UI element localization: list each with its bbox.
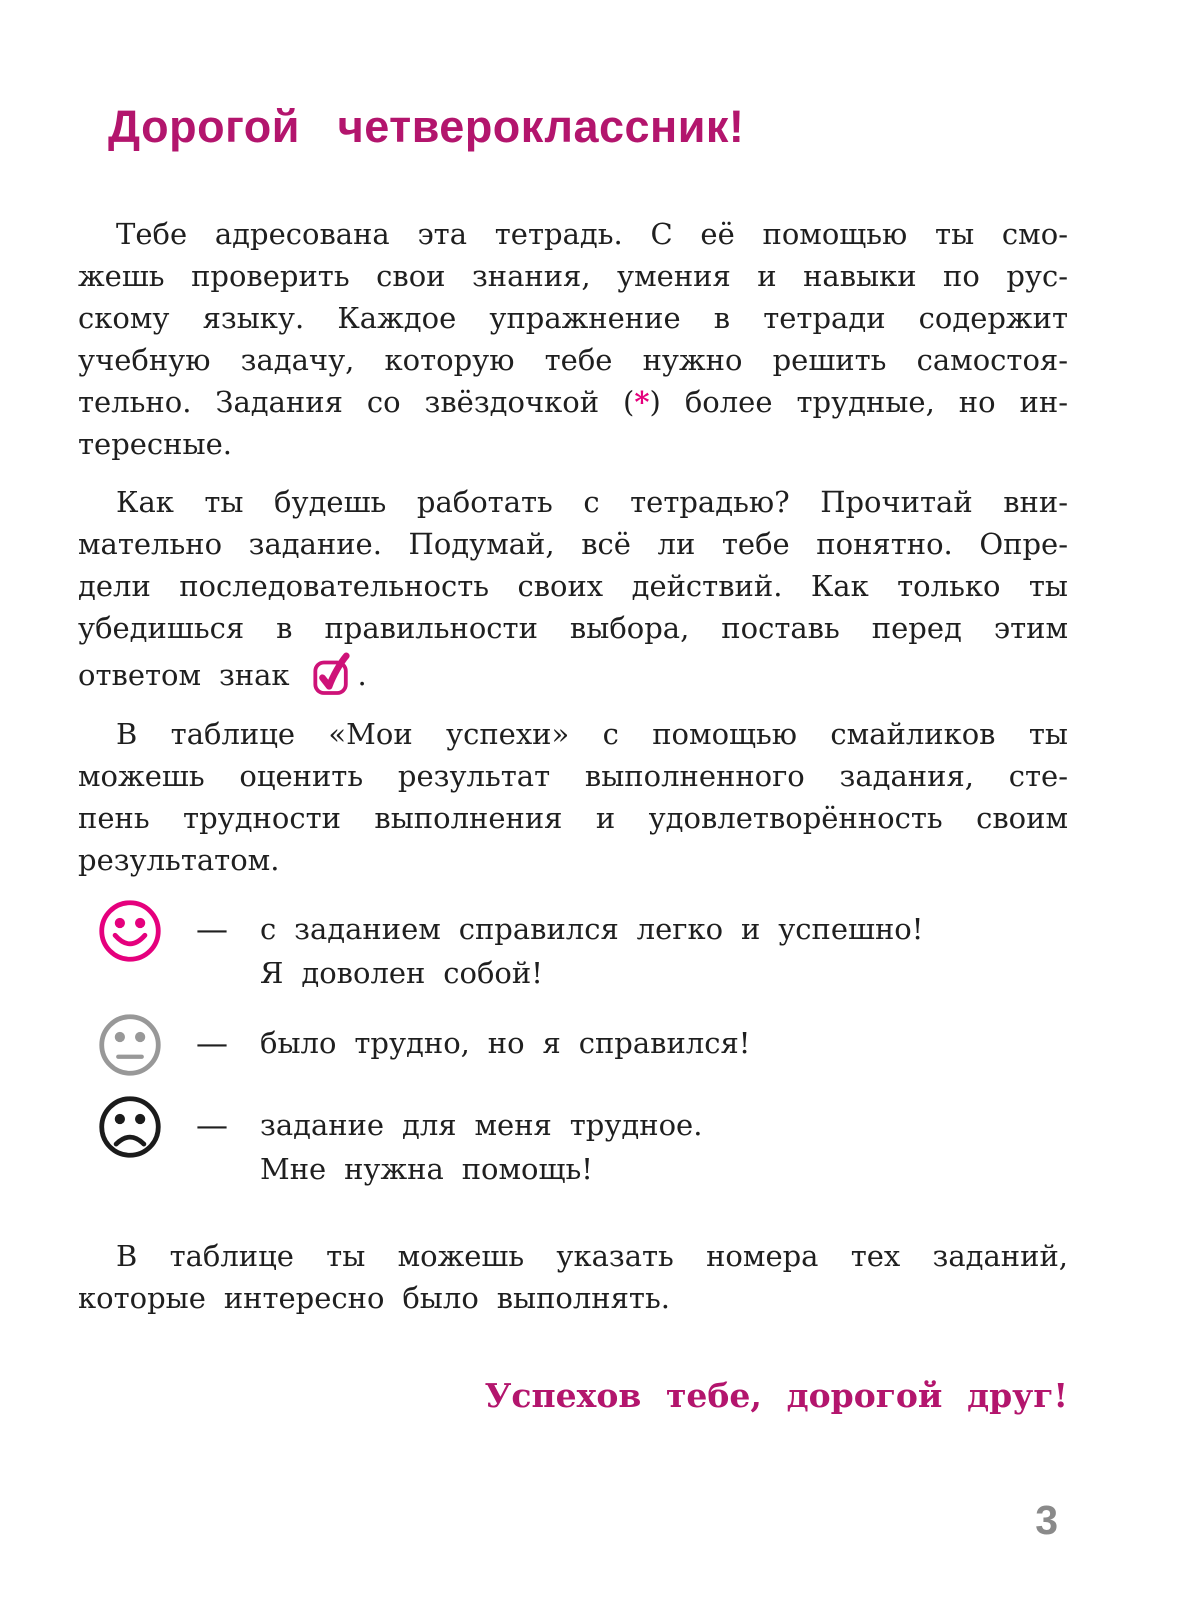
happy-smiley-icon bbox=[98, 899, 164, 963]
paragraph bbox=[78, 713, 1068, 881]
paragraph bbox=[78, 481, 1068, 697]
text-line: убедишься в правильности выбора, поставь перед этим bbox=[78, 611, 1068, 645]
text-line: можешь оценить результат выполненного задания, сте- bbox=[78, 759, 1068, 793]
legend-text-line: Мне нужна помощь! bbox=[260, 1152, 593, 1186]
legend-text bbox=[260, 1021, 750, 1065]
text-line: В таблице «Мои успехи» с помощью смайликов ты bbox=[116, 717, 1068, 751]
text-line: тельно. Задания со звёздочкой (*) более трудные, но ин- bbox=[78, 385, 1069, 419]
page-number: 3 bbox=[1035, 1497, 1058, 1543]
text-line: дели последовательность своих действий. Как только ты bbox=[78, 569, 1068, 603]
text-line: пень трудности выполнения и удовлетворённость своим bbox=[78, 801, 1068, 835]
closing-line: Успехов тебе, дорогой друг! bbox=[484, 1376, 1068, 1415]
page-title: Дорогой четвероклассник! bbox=[108, 101, 745, 152]
text-line: тересные. bbox=[78, 427, 232, 461]
asterisk-star-icon: * bbox=[634, 385, 650, 419]
text-line: ответом знак . bbox=[78, 649, 1068, 697]
legend-text-line: с заданием справился легко и успешно! bbox=[260, 912, 924, 946]
text-line: которые интересно было выполнять. bbox=[78, 1281, 670, 1315]
text-line: результатом. bbox=[78, 843, 280, 877]
legend-text bbox=[260, 907, 923, 995]
dash: — bbox=[196, 910, 228, 948]
legend-text-line: было трудно, но я справился! bbox=[260, 1026, 751, 1060]
paragraph-group-bottom bbox=[78, 1235, 1068, 1319]
dash: — bbox=[196, 1024, 228, 1062]
legend-item bbox=[78, 1021, 1068, 1077]
text-line: В таблице ты можешь указать номера тех заданий, bbox=[116, 1239, 1068, 1273]
legend-text-line: Я доволен собой! bbox=[260, 956, 543, 990]
legend-item bbox=[78, 1103, 1068, 1191]
sad-smiley-icon bbox=[98, 1095, 164, 1159]
text-line: учебную задачу, которую тебе нужно решить самостоя- bbox=[78, 343, 1068, 377]
body-text bbox=[78, 213, 1068, 1417]
paragraph bbox=[78, 1235, 1068, 1319]
smiley-legend bbox=[78, 907, 1068, 1191]
legend-item bbox=[78, 907, 1068, 995]
text-line: мательно задание. Подумай, всё ли тебе понятно. Опре- bbox=[78, 527, 1068, 561]
text-line: жешь проверить свои знания, умения и навыки по рус- bbox=[78, 259, 1068, 293]
text-line: скому языку. Каждое упражнение в тетради содержит bbox=[78, 301, 1068, 335]
page-content bbox=[78, 0, 1068, 1417]
dash: — bbox=[196, 1106, 228, 1144]
legend-text bbox=[260, 1103, 702, 1191]
paragraph-group-top bbox=[78, 213, 1068, 881]
paragraph bbox=[78, 213, 1068, 465]
neutral-smiley-icon bbox=[98, 1013, 164, 1077]
text-line: Как ты будешь работать с тетрадью? Прочитай вни- bbox=[116, 485, 1068, 519]
checkbox-check-icon bbox=[312, 649, 352, 697]
legend-text-line: задание для меня трудное. bbox=[260, 1108, 703, 1142]
text-line: Тебе адресована эта тетрадь. С её помощью ты смо- bbox=[116, 217, 1068, 251]
